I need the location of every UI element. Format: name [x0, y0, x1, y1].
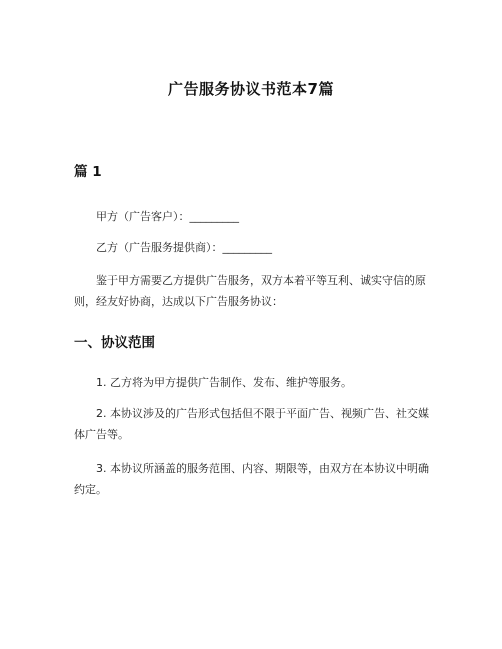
part-heading: 篇 1 — [74, 164, 102, 180]
scope-item-1: 1. 乙方将为甲方提供广告制作、发布、维护等服务。 — [96, 376, 352, 389]
scope-item-3: 3. 本协议所涵盖的服务范围、内容、期限等，由双方在本协议中明确约定。 — [74, 462, 429, 496]
document-title: 广告服务协议书范本7篇 — [168, 80, 334, 98]
preamble-paragraph: 鉴于甲方需要乙方提供广告服务，双方本着平等互利、诚实守信的原则，经友好协商，达成以下广告服务协议： — [74, 274, 426, 308]
party-a-line: 甲方（广告客户）：_________ — [96, 210, 239, 223]
section-heading-scope: 一、协议范围 — [74, 335, 155, 351]
scope-item-2: 2. 本协议涉及的广告形式包括但不限于平面广告、视频广告、社交媒体广告等。 — [74, 407, 429, 441]
party-b-line: 乙方（广告服务提供商）：_________ — [96, 241, 272, 254]
